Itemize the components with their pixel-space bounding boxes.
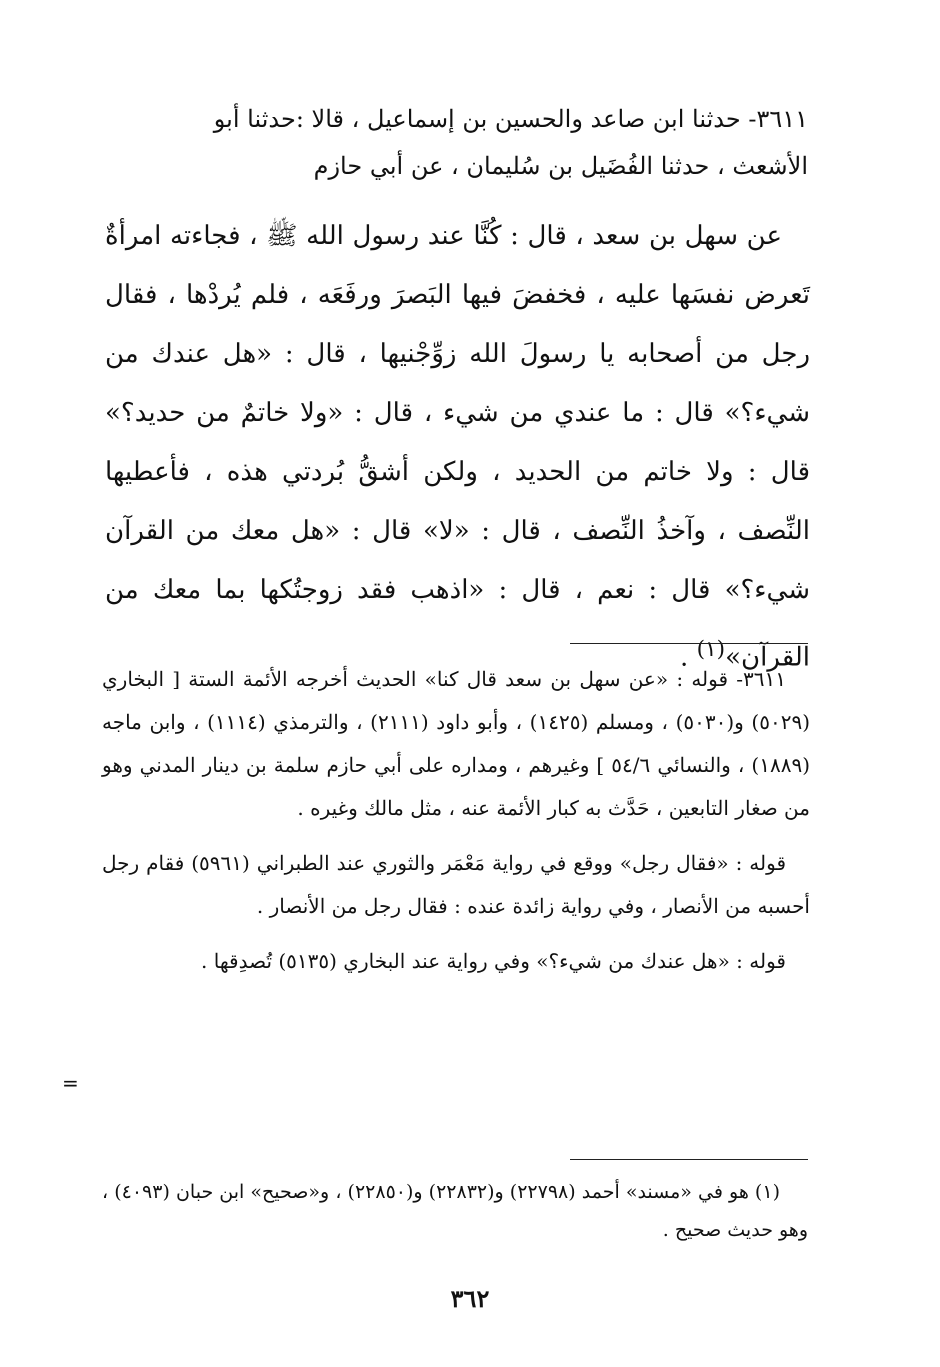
- commentary-paragraph: قوله : «هل عندك من شيء؟» وفي رواية عند البخاري (٥١٣٥) تُصدِقها .: [201, 949, 786, 973]
- footnote: [102, 1173, 808, 1249]
- commentary-paragraph: قوله : «فقال رجل» ووقع في رواية مَعْمَر والثوري عند الطبراني (٥٩٦١) فقام رجل أحسبه من الأنصار ، وفي رواية زائدة عنده : فقال رجل من الأنصار .: [102, 851, 810, 918]
- hadith-matn: [105, 207, 810, 688]
- matn-paragraph: [105, 207, 810, 688]
- isnad-line-1: ٣٦١١- حدثنا ابن صاعد والحسين بن إسماعيل ، قالا :حدثنا أبو: [213, 105, 808, 133]
- continuation-mark: =: [62, 1071, 79, 1095]
- matn-text: عن سهل بن سعد ، قال : كُنَّا عند رسول الله ﷺ ، فجاءته امرأةٌ تَعرض نفسَها عليه ، فخفضَ فيها البَصرَ ورفَعَه ، فلم يُردْها ، فقال رجل من أصحابه يا رسولَ الله زوِّجْنيها ، قال : «هل عندك من شيء؟» قال : ما عندي من شيء ، قال : «ولا خاتمٌ من حديد؟» قال : ولا خاتم من الحديد ، ولكن أشقُّ بُردتي هذه ، فأعطيها النِّصف ، وآخذُ النِّصف ، قال : «لا» قال : «هل معك من القرآن شيء؟» قال : نعم ، قال : «اذهب فقد زوجتُكها بما معك من القرآن»: [105, 221, 810, 673]
- isnad-line-2: الأشعث ، حدثنا الفُضَيل بن سُليمان ، عن أبي حازم: [313, 152, 808, 180]
- page-number: ٣٦٢: [450, 1284, 490, 1313]
- commentary-paragraph: ٣٦١١- قوله : «عن سهل بن سعد قال كنا» الحديث أخرجه الأئمة الستة [ البخاري (٥٠٢٩) و(٥٠٣٠) ، ومسلم (١٤٢٥) ، وأبو داود (٢١١١) ، والترمذي (١١١٤) ، وابن ماجه (١٨٨٩) ، والنسائي ٥٤/٦ ] وغيرهم ، ومداره على أبي حازم سلمة بن دينار المدني وهو من صغار التابعين ، حَدَّث به كبار الأئمة عنه ، مثل مالك وغيره .: [102, 667, 811, 820]
- hadith-isnad: [108, 96, 808, 190]
- footnote-separator-line: [570, 1159, 808, 1160]
- footnote-text: (١) هو في «مسند» أحمد (٢٢٧٩٨) و(٢٢٨٣٢) و(٢٢٨٥٠) ، و«صحيح» ابن حبان (٤٠٩٣) ، وهو حديث صحيح .: [102, 1181, 808, 1241]
- footnote-reference[interactable]: (١): [696, 637, 726, 662]
- matn-end-mark: .: [680, 642, 697, 673]
- separator-line: [570, 643, 808, 644]
- commentary-block: [102, 658, 810, 995]
